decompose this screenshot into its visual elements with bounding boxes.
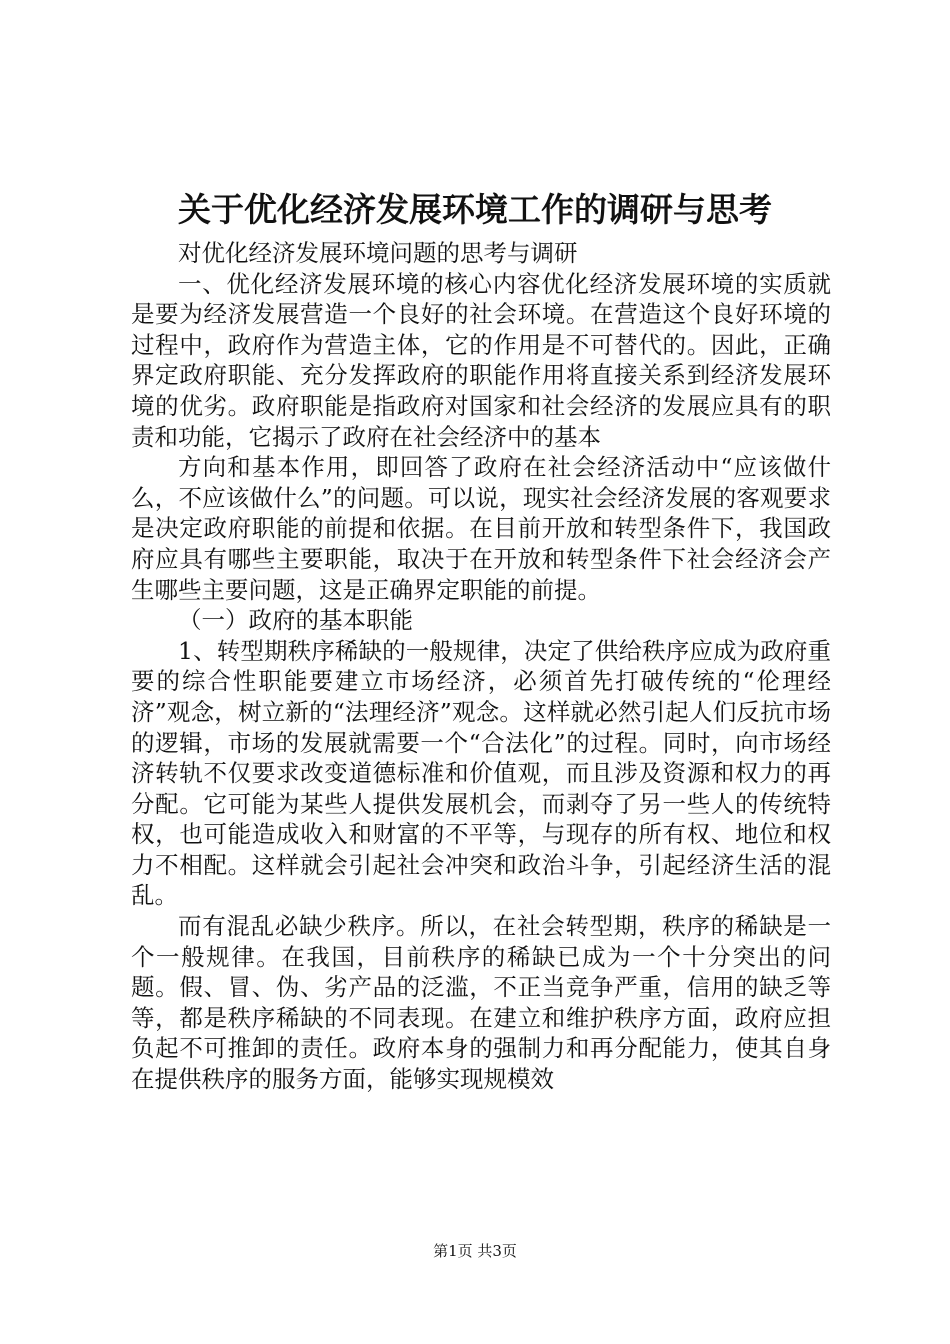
document-subtitle: 对优化经济发展环境问题的思考与调研 [178,239,578,267]
paragraph-chaos-and-order: 而有混乱必缺少秩序。所以，在社会转型期，秩序的稀缺是一个一般规律。在我国，目前秩序的稀缺已成为一个十分突出的问题。假、冒、伪、劣产品的泛滥，不正当竞争严重，信用的缺乏等等，都是秩序稀缺的不同表现。在建立和维护秩序方面，政府应担负起不可推卸的责任。政府本身的强制力和再分配能力，使其自身在提供秩序的服务方面，能够实现规模效 [131,912,831,1094]
section-heading-basic-functions: （一）政府的基本职能 [178,606,413,635]
paragraph-core-content: 一、优化经济发展环境的核心内容优化经济发展环境的实质就是要为经济发展营造一个良好的社会环境。在营造这个良好环境的过程中，政府作为营造主体，它的作用是不可替代的。因此，正确界定政府职能、充分发挥政府的职能作用将直接关系到经济发展环境的优劣。政府职能是指政府对国家和社会经济的发展应具有的职责和功能，它揭示了政府在社会经济中的基本 [131,269,831,451]
paragraph-basic-role: 方向和基本作用，即回答了政府在社会经济活动中“应该做什么，不应该做什么”的问题。可以说，现实社会经济发展的客观要求是决定政府职能的前提和依据。在目前开放和转型条件下，我国政府应具有哪些主要职能，取决于在开放和转型条件下社会经济会产生哪些主要问题，这是正确界定职能的前提。 [131,453,831,604]
document-body [131,238,831,1095]
page-number-footer: 第1页 共3页 [433,1242,517,1260]
paragraph-order-scarcity: 1、转型期秩序稀缺的一般规律，决定了供给秩序应成为政府重要的综合性职能要建立市场经济，必须首先打破传统的“伦理经济”观念，树立新的“法理经济”观念。这样就必然引起人们反抗市场的逻辑，市场的发展就需要一个“合法化”的过程。同时，向市场经济转轨不仅要求改变道德标准和价值观，而且涉及资源和权力的再分配。它可能为某些人提供发展机会，而剥夺了另一些人的传统特权，也可能造成收入和财富的不平等，与现存的所有权、地位和权力不相配。这样就会引起社会冲突和政治斗争，引起经济生活的混乱。 [131,636,831,910]
document-title: 关于优化经济发展环境工作的调研与思考 [178,190,772,229]
